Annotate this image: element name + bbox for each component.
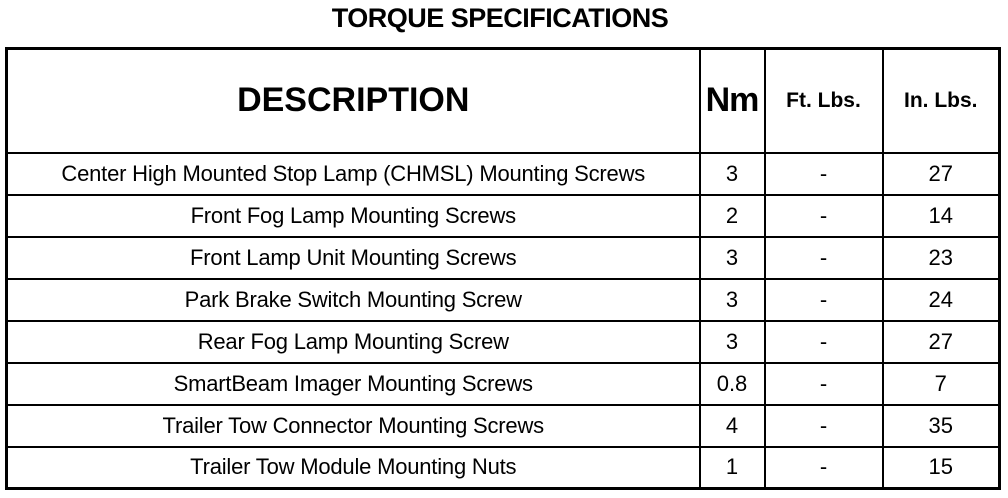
column-header-description: DESCRIPTION	[7, 49, 700, 153]
cell-ft-lbs: -	[765, 363, 883, 405]
cell-description: SmartBeam Imager Mounting Screws	[7, 363, 700, 405]
cell-ft-lbs: -	[765, 153, 883, 195]
table-header-row	[7, 49, 1000, 153]
cell-description: Front Lamp Unit Mounting Screws	[7, 237, 700, 279]
cell-description: Front Fog Lamp Mounting Screws	[7, 195, 700, 237]
cell-ft-lbs: -	[765, 195, 883, 237]
cell-ft-lbs: -	[765, 279, 883, 321]
cell-in-lbs: 24	[883, 279, 1000, 321]
cell-nm: 3	[700, 279, 765, 321]
table-row	[7, 195, 1000, 237]
table-row	[7, 447, 1000, 489]
cell-nm: 3	[700, 321, 765, 363]
cell-nm: 2	[700, 195, 765, 237]
table-row	[7, 237, 1000, 279]
cell-nm: 1	[700, 447, 765, 489]
cell-description: Trailer Tow Connector Mounting Screws	[7, 405, 700, 447]
cell-ft-lbs: -	[765, 447, 883, 489]
table-row	[7, 153, 1000, 195]
page-title: TORQUE SPECIFICATIONS	[331, 3, 669, 33]
cell-nm: 3	[700, 237, 765, 279]
cell-in-lbs: 7	[883, 363, 1000, 405]
table-row	[7, 405, 1000, 447]
cell-in-lbs: 27	[883, 321, 1000, 363]
cell-description: Rear Fog Lamp Mounting Screw	[7, 321, 700, 363]
cell-nm: 4	[700, 405, 765, 447]
cell-in-lbs: 35	[883, 405, 1000, 447]
table-row	[7, 321, 1000, 363]
cell-in-lbs: 23	[883, 237, 1000, 279]
cell-in-lbs: 15	[883, 447, 1000, 489]
cell-description: Center High Mounted Stop Lamp (CHMSL) Mounting Screws	[7, 153, 700, 195]
cell-ft-lbs: -	[765, 405, 883, 447]
cell-in-lbs: 14	[883, 195, 1000, 237]
cell-ft-lbs: -	[765, 237, 883, 279]
cell-in-lbs: 27	[883, 153, 1000, 195]
column-header-in-lbs: In. Lbs.	[883, 49, 1000, 153]
table-row	[7, 279, 1000, 321]
cell-description: Park Brake Switch Mounting Screw	[7, 279, 700, 321]
column-header-ft-lbs: Ft. Lbs.	[765, 49, 883, 153]
cell-description: Trailer Tow Module Mounting Nuts	[7, 447, 700, 489]
cell-ft-lbs: -	[765, 321, 883, 363]
table-row	[7, 363, 1000, 405]
cell-nm: 3	[700, 153, 765, 195]
column-header-nm: Nm	[700, 49, 765, 153]
torque-spec-table	[5, 47, 1001, 490]
cell-nm: 0.8	[700, 363, 765, 405]
